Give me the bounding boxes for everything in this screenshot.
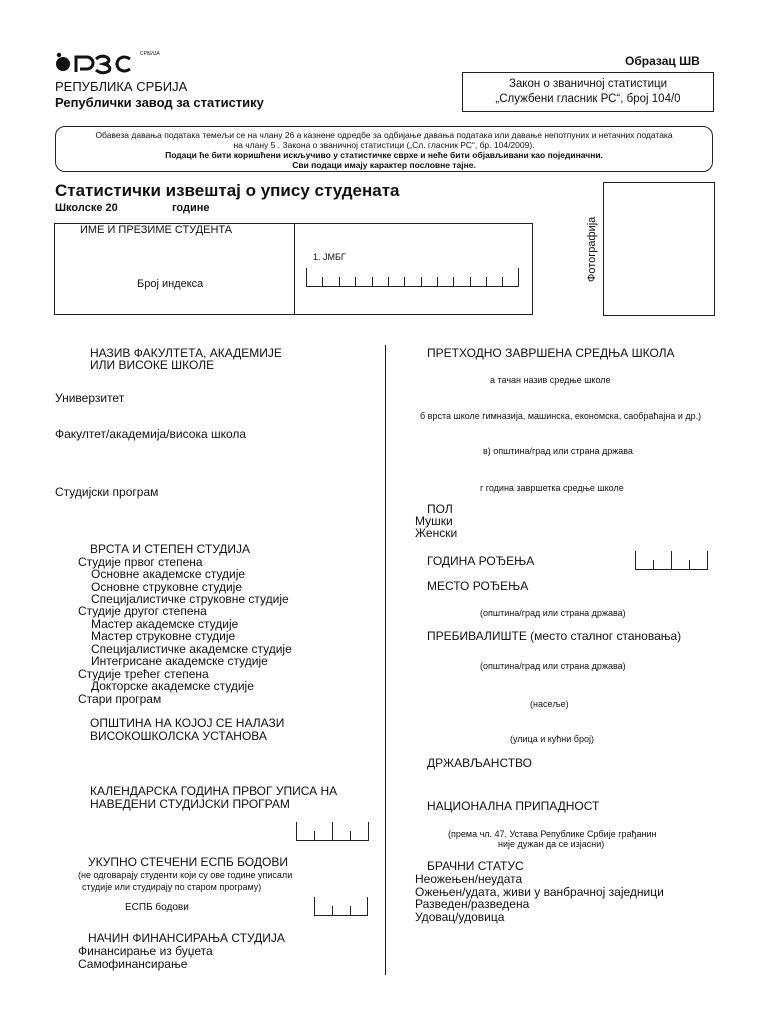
study-item[interactable]: Специјалистичке струковне студије xyxy=(91,592,289,606)
study-item[interactable]: Докторске академске студије xyxy=(91,679,254,693)
birth-year-label: ГОДИНА РОЂЕЊА xyxy=(427,554,535,568)
marital-item[interactable]: Удовац/удовица xyxy=(415,910,505,924)
birth-place-note: (општина/град или страна држава) xyxy=(480,608,626,618)
rzs-logo xyxy=(54,50,154,76)
law-line-2: „Службени гласник РС“, број 104/0 xyxy=(495,93,681,105)
notice-line-1: Обавеза давања података темељи се на члану 26 а казнене одредбе за одбијање давања података или давање непотпуних и нетачних података xyxy=(95,130,673,140)
institute-name: Републички завод за статистику xyxy=(55,95,264,110)
notice-line-3: Подаци ће бити коришћени искључиво у статистичке сврхе и неће бити објављивани као појединачни. xyxy=(165,150,603,160)
ects-note-2: студије или студирају по старом програму) xyxy=(82,882,262,892)
nationality-label[interactable]: НАЦИОНАЛНА ПРИПАДНОСТ xyxy=(427,799,600,813)
school-type-note[interactable]: б врста школе гимназија, машинска, економска, саобраћајна и др.) xyxy=(420,411,702,421)
study-item[interactable]: Студије трећег степена xyxy=(78,667,209,681)
school-year-suffix: године xyxy=(172,202,210,214)
residence-note-2: (насеље) xyxy=(530,699,569,709)
student-box-divider xyxy=(294,223,295,314)
nationality-note-2: није дужан да се изјасни) xyxy=(498,839,605,849)
residence-note-1: (општина/град или страна држава) xyxy=(480,661,626,671)
gender-heading: ПОЛ xyxy=(427,502,453,516)
index-number-label: Број индекса xyxy=(137,278,204,290)
study-item[interactable]: Мастер академске студије xyxy=(91,617,239,631)
study-type-heading: ВРСТА И СТЕПЕН СТУДИЈА xyxy=(90,542,251,556)
study-item[interactable]: Основне академске студије xyxy=(91,567,246,581)
photo-box[interactable] xyxy=(603,182,715,316)
study-item[interactable]: Студије првог степена xyxy=(78,555,203,569)
law-reference-box xyxy=(462,72,714,112)
faculty-heading-2: ИЛИ ВИСОКЕ ШКОЛЕ xyxy=(90,358,215,372)
ects-note-1: (не одговарају студенти који су ове године уписали xyxy=(78,870,293,880)
jmbg-label: 1. ЈМБГ xyxy=(313,252,346,262)
birth-year-boxes[interactable] xyxy=(635,551,708,570)
school-name-note[interactable]: а тачан назив средње школе xyxy=(490,375,611,385)
marital-item[interactable]: Разведен/разведена xyxy=(415,897,530,911)
form-title: Статистички извештај о упису студената xyxy=(55,181,400,200)
school-year-prefix: Школске 20 xyxy=(55,202,118,214)
first-enrollment-year-boxes[interactable] xyxy=(296,822,369,841)
photo-label: Фотографија xyxy=(586,216,598,282)
notice-line-4: Сви подаци имају карактер пословне тајне. xyxy=(292,160,476,170)
notice-line-2: на члану 5 . Закона о званичној статистици („Сл. гласник РС“, бр. 104/2009). xyxy=(233,140,535,150)
financing-item[interactable]: Финансирање из буџета xyxy=(78,944,213,958)
study-item[interactable]: Стари програм xyxy=(78,692,162,706)
column-divider xyxy=(385,345,386,975)
faculty-label[interactable]: Факултет/академија/висока школа xyxy=(55,427,247,441)
university-label[interactable]: Универзитет xyxy=(55,391,125,405)
calendar-heading-2: НАВЕДЕНИ СТУДИЈСКИ ПРОГРАМ xyxy=(90,797,290,811)
birth-place-label[interactable]: МЕСТО РОЂЕЊА xyxy=(427,579,529,593)
school-graduation-year-note[interactable]: г година завршетка средње школе xyxy=(480,483,624,493)
study-program-label[interactable]: Студијски програм xyxy=(55,485,159,499)
municipality-heading-1: ОПШТИНА НА КОЈОЈ СЕ НАЛАЗИ xyxy=(90,716,285,730)
country-name: РЕПУБЛИКА СРБИЈА xyxy=(55,79,188,94)
logo-small-text: СРБИЈА xyxy=(140,51,160,57)
study-item[interactable]: Основне струковне студије xyxy=(91,580,243,594)
secondary-school-heading: ПРЕТХОДНО ЗАВРШЕНА СРЕДЊА ШКОЛА xyxy=(427,346,675,360)
study-item[interactable]: Мастер струковне студије xyxy=(91,629,236,643)
jmbg-digit-boxes[interactable] xyxy=(306,268,519,287)
financing-heading: НАЧИН ФИНАНСИРАЊА СТУДИЈА xyxy=(88,931,285,945)
calendar-heading-1: КАЛЕНДАРСКА ГОДИНА ПРВОГ УПИСА НА xyxy=(90,784,338,798)
ects-heading: УКУПНО СТЕЧЕНИ ЕСПБ БОДОВИ xyxy=(88,855,288,869)
marital-status-heading: БРАЧНИ СТАТУС xyxy=(427,859,524,873)
ects-digit-boxes[interactable] xyxy=(314,897,368,916)
nationality-note-1: (према чл. 47. Устава Републике Србије грађанин xyxy=(448,829,657,839)
gender-item[interactable]: Женски xyxy=(415,526,458,540)
residence-note-3: (улица и кућни број) xyxy=(510,734,594,744)
ects-label: ЕСПБ бодови xyxy=(125,902,189,913)
citizenship-label[interactable]: ДРЖАВЉАНСТВО xyxy=(427,756,532,770)
faculty-heading-1: НАЗИВ ФАКУЛТЕТА, АКАДЕМИЈЕ xyxy=(90,346,282,360)
marital-item[interactable]: Ожењен/удата, живи у ванбрачној заједници xyxy=(415,885,664,899)
study-item[interactable]: Студије другог степена xyxy=(78,604,207,618)
student-name-label: ИМЕ И ПРЕЗИМЕ СТУДЕНТА xyxy=(80,224,233,236)
school-municipality-note[interactable]: в) општина/град или страна држава xyxy=(483,446,633,456)
financing-item[interactable]: Самофинансирање xyxy=(78,957,188,971)
form-code: Образац ШВ xyxy=(625,54,700,68)
legal-notice-box xyxy=(55,126,713,172)
residence-label[interactable]: ПРЕБИВАЛИШТЕ (место сталног становања) xyxy=(427,629,682,643)
study-item[interactable]: Интегрисане академске студије xyxy=(91,654,268,668)
marital-item[interactable]: Неожењен/неудата xyxy=(415,872,523,886)
municipality-heading-2: ВИСОКОШКОЛСКА УСТАНОВА xyxy=(90,729,267,743)
law-line-1: Закон о званичној статистици xyxy=(508,78,668,90)
study-item[interactable]: Специјалистичке академске студије xyxy=(91,642,292,656)
gender-item[interactable]: Мушки xyxy=(415,514,453,528)
